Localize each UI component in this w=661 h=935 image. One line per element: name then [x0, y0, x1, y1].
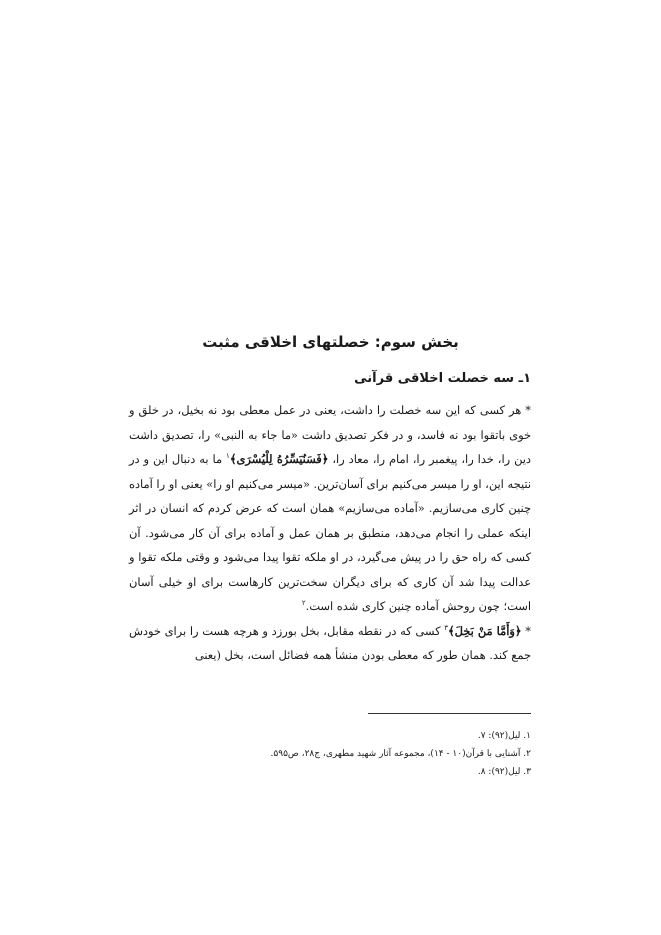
paragraph-2: [129, 619, 531, 668]
footnote-marker: ۳: [444, 623, 448, 632]
paragraph-text: ما به دنبال این و در نتیجه این، او را میسر می‌کنیم برای آسان‌ترین. «میسر می‌کنیم او را» یعنی او را آماده چنین کاری می‌سازیم. «آماده می‌سازیم» همان است که عرض کردم که انسان در اثر اینکه عملی را انجام می‌دهد، منطبق بر همان عمل و آماده برای آن کار می‌شود. آن کسی که راه حق را در پیش می‌گیرد، در او ملکه تقوا پیدا می‌شود و وقتی ملکه تقوا و عدالت پیدا شد آن کاری که برای دیگران سخت‌ترین کارهاست برای او خیلی آسان است؛ چون روحش آماده چنین کاری شده است.: [129, 452, 531, 613]
footnote-item: ۳. لیل(۹۲): ۸.: [477, 767, 531, 777]
footnote-marker: ۲: [301, 599, 306, 608]
footnote-divider: [368, 713, 531, 714]
paragraph-text: * هر کسی که این سه خصلت را داشت، یعنی در عمل معطی بود نه بخیل، در خلق و خوی باتقوا بود نه فاسد، و در فکر تصدیق داشت «ما جاء به النبی» را، تصدیق داشت دین را، خدا را، پیغمبر را، امام را، معاد را،: [129, 403, 531, 466]
footnote-item: ۲. آشنایی با قرآن(۱۰ - ۱۴)، مجموعه آثار شهید مطهری، ج۲۸، ص۵۹۵.: [270, 749, 531, 759]
footnote-marker: ۱: [226, 452, 230, 461]
footnote-item: ۱. لیل(۹۲): ۷.: [477, 731, 531, 741]
quran-verse: ﴿وَأَمَّا مَنْ بَخِلَ﴾: [447, 623, 522, 638]
paragraph-text: کسی که در نقطه مقابل، بخل بورزد و هرچه هست را برای خودش جمع کند. همان طور که معطی بودن منشأ همه فضائل است، بخل (یعنی: [129, 623, 531, 662]
footnotes: [129, 727, 531, 781]
subsection-title: ۱ـ سه خصلت اخلاقی قرآنی: [354, 371, 531, 386]
paragraph-1: [129, 398, 531, 619]
quran-verse: ﴿فَسَنُيَسِّرُهُ لِلْيُسْرَى﴾: [229, 452, 329, 466]
paragraph-text: *: [521, 623, 531, 638]
body-text: [129, 398, 531, 668]
section-title: بخش سوم: خصلتهای اخلاقی مثبت: [202, 333, 459, 351]
